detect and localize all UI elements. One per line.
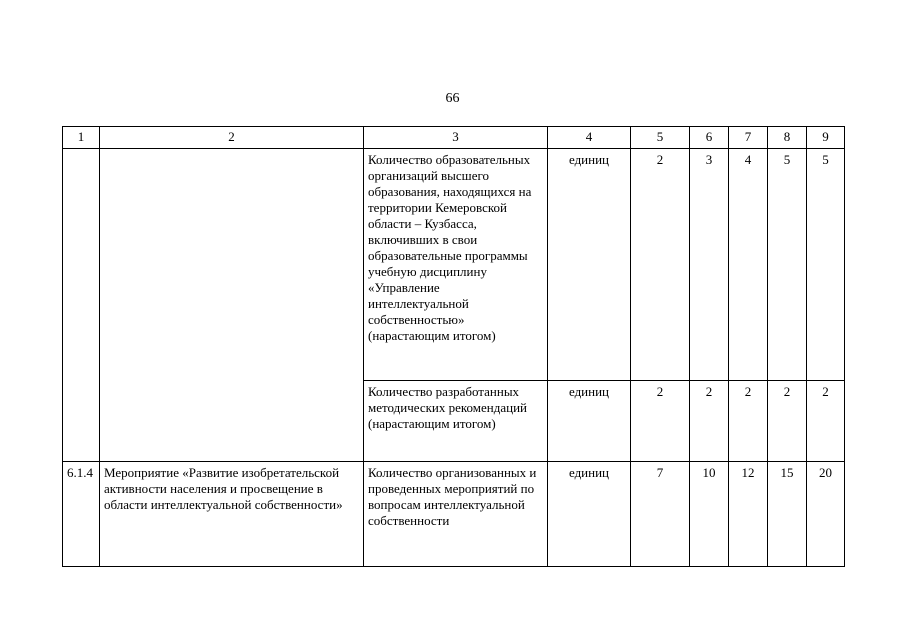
page-number: 66: [445, 91, 460, 106]
value-cell: 4: [729, 149, 768, 381]
unit-cell: единиц: [548, 149, 631, 381]
unit-cell: единиц: [548, 462, 631, 567]
table-row: [63, 462, 845, 567]
header-cell-9: 9: [807, 127, 845, 149]
value-cell: 5: [768, 149, 807, 381]
header-cell-4: 4: [548, 127, 631, 149]
header-row: [63, 127, 845, 149]
value-cell: 15: [768, 462, 807, 567]
header-cell-7: 7: [729, 127, 768, 149]
value-cell: 2: [631, 149, 690, 381]
number-cell: 6.1.4: [63, 462, 100, 567]
unit-cell: единиц: [548, 381, 631, 462]
event-cell: [100, 149, 364, 462]
table-row: [63, 149, 845, 381]
header-cell-5: 5: [631, 127, 690, 149]
indicator-cell: Количество организованных и проведенных мероприятий по вопросам интеллектуальной собственности: [364, 462, 548, 567]
event-cell: Мероприятие «Развитие изобретательской активности населения и просвещение в области интеллектуальной собственности»: [100, 462, 364, 567]
number-cell: [63, 149, 100, 462]
value-cell: 20: [807, 462, 845, 567]
header-cell-2: 2: [100, 127, 364, 149]
indicators-table: [62, 126, 845, 567]
header-cell-1: 1: [63, 127, 100, 149]
value-cell: 2: [631, 381, 690, 462]
header-cell-6: 6: [690, 127, 729, 149]
value-cell: 2: [729, 381, 768, 462]
value-cell: 2: [807, 381, 845, 462]
indicator-cell: Количество разработанных методических рекомендаций (нарастающим итогом): [364, 381, 548, 462]
header-cell-8: 8: [768, 127, 807, 149]
value-cell: 5: [807, 149, 845, 381]
value-cell: 7: [631, 462, 690, 567]
value-cell: 3: [690, 149, 729, 381]
indicator-cell: Количество образовательных организаций высшего образования, находящихся на территории Кемеровской области – Кузбасса, включивших в свои образовательные программы учебную дисциплину «Управление интеллектуальной собственностью» (нарастающим итогом): [364, 149, 548, 381]
value-cell: 2: [768, 381, 807, 462]
value-cell: 2: [690, 381, 729, 462]
value-cell: 10: [690, 462, 729, 567]
header-cell-3: 3: [364, 127, 548, 149]
value-cell: 12: [729, 462, 768, 567]
